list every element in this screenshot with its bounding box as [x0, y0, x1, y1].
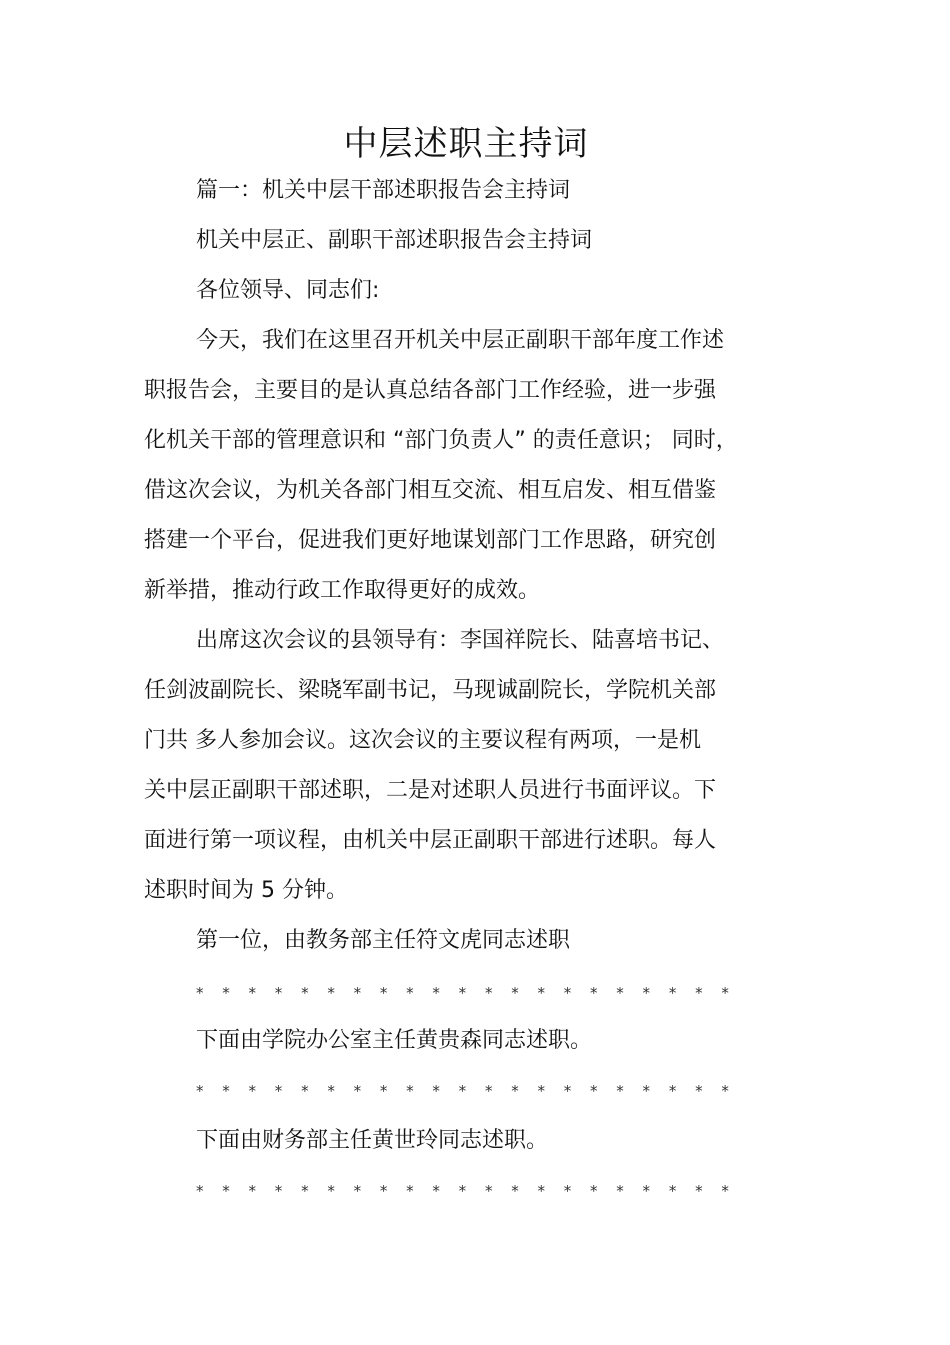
paragraph-line: 出席这次会议的县领导有：李国祥院长、陆喜培书记、: [196, 628, 725, 653]
salutation: 各位领导、同志们:: [196, 278, 380, 303]
document-title: 中层述职主持词: [343, 124, 589, 164]
paragraph-line: 新举措，推动行政工作取得更好的成效。: [144, 578, 541, 603]
speaker-line-1: 第一位，由教务部主任符文虎同志述职: [196, 928, 571, 953]
separator-stars: * * * * * * * * * * * * * * * * * * * * *: [196, 1082, 736, 1100]
heading-line-2: 机关中层正、副职干部述职报告会主持词: [196, 228, 593, 253]
speaker-line-3: 下面由财务部主任黄世玲同志述职。: [196, 1128, 549, 1153]
paragraph-line: 职报告会，主要目的是认真总结各部门工作经验，进一步强: [144, 378, 717, 403]
paragraph-line: 关中层正副职干部述职，二是对述职人员进行书面评议。下: [144, 778, 717, 803]
paragraph-line: 搭建一个平台，促进我们更好地谋划部门工作思路，研究创: [144, 528, 717, 553]
paragraph-line: 门共 多人参加会议。这次会议的主要议程有两项，一是机: [144, 728, 701, 753]
separator-stars: * * * * * * * * * * * * * * * * * * * * *: [196, 1182, 736, 1200]
heading-line-1: 篇一：机关中层干部述职报告会主持词: [196, 178, 571, 203]
paragraph-line: 面进行第一项议程，由机关中层正副职干部进行述职。每人: [144, 828, 717, 853]
paragraph-line: 化机关干部的管理意识和 “部门负责人” 的责任意识； 同时，: [144, 428, 738, 453]
separator-stars: * * * * * * * * * * * * * * * * * * * * *: [196, 984, 736, 1002]
paragraph-line: 任剑波副院长、梁晓军副书记，马现诚副院长，学院机关部: [144, 678, 717, 703]
paragraph-line: 借这次会议，为机关各部门相互交流、相互启发、相互借鉴: [144, 478, 717, 503]
paragraph-line: 述职时间为 5 分钟。: [144, 878, 348, 903]
speaker-line-2: 下面由学院办公室主任黄贵森同志述职。: [196, 1028, 593, 1053]
paragraph-line: 今天，我们在这里召开机关中层正副职干部年度工作述: [196, 328, 725, 353]
